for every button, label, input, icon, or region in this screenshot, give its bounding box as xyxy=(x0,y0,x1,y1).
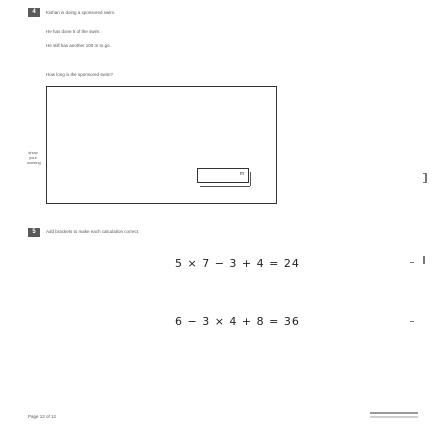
margin-mark-eq1-side xyxy=(423,256,425,264)
q5-instruction: Add brackets to make each calculation correct. xyxy=(46,229,140,234)
working-label xyxy=(27,150,39,165)
page-number: Page 12 of 12 xyxy=(28,414,57,419)
answer-shadow-line-vertical xyxy=(250,172,251,186)
working-label-line-3: working xyxy=(27,160,41,165)
q4-line-1: Kishan is doing a sponsored swim. xyxy=(46,10,116,15)
working-label-line-2: your xyxy=(29,155,37,160)
working-label-line-1: show xyxy=(28,150,38,155)
margin-mark-q4-bottom xyxy=(423,182,427,183)
equation-2: 6 − 3 × 4 + 8 = 36 xyxy=(175,315,300,328)
q4-line-3: He still has another 100 m to go. xyxy=(46,43,111,48)
q4-line-4: How long is the sponsored swim? xyxy=(46,72,114,77)
margin-mark-q4 xyxy=(425,174,427,182)
barcode-strip xyxy=(370,412,418,420)
answer-box-q4[interactable] xyxy=(197,168,249,183)
margin-mark-eq2 xyxy=(410,321,414,322)
margin-mark-eq1 xyxy=(410,262,414,263)
answer-unit: m xyxy=(239,171,244,177)
margin-mark-q4-top xyxy=(423,173,427,174)
question-number-5: 5 xyxy=(28,228,40,237)
q4-line-2: He has done 5 of the swim. xyxy=(46,29,101,34)
answer-shadow-line xyxy=(200,186,250,187)
question-number-4: 4 xyxy=(28,8,40,17)
equation-1: 5 × 7 − 3 + 4 = 24 xyxy=(175,257,300,270)
